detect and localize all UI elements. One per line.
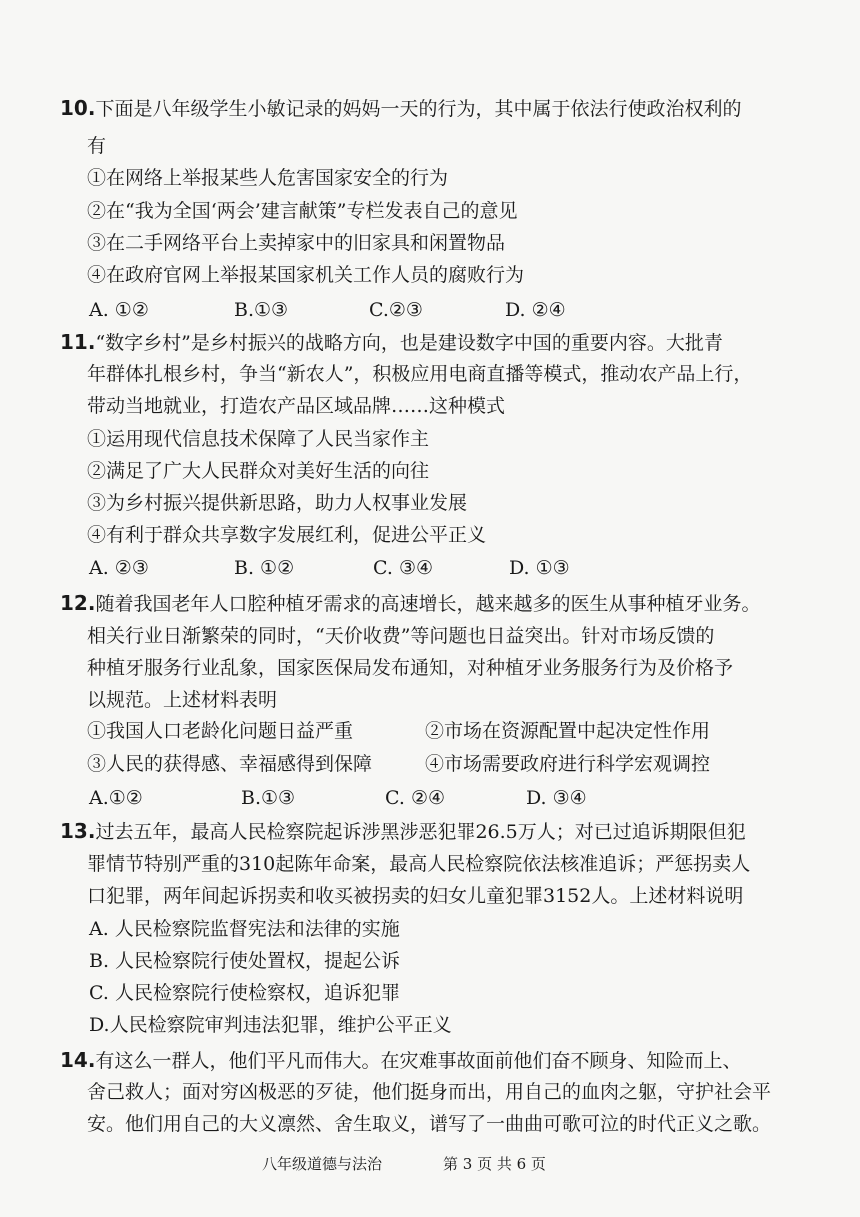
statement: ①在网络上举报某些人危害国家安全的行为: [87, 167, 449, 189]
question-14-line-3: 安。他们用自己的大义凛然、舍生取义，谱写了一曲曲可歌可泣的时代正义之歌。: [87, 1113, 772, 1135]
question-12-line-4: 以规范。上述材料表明: [87, 689, 278, 711]
statement: ④有利于群众共享数字发展红利，促进公平正义: [87, 524, 487, 546]
choice-d: D. ①③: [509, 557, 570, 579]
option-c: C. 人民检察院行使检察权，追诉犯罪: [89, 982, 400, 1004]
statement: ④在政府官网上举报某国家机关工作人员的腐败行为: [87, 264, 525, 286]
question-13-line-2: 罪情节特别严重的310起陈年命案，最高人民检察院依法核准追诉；严惩拐卖人: [87, 853, 751, 875]
question-number: 14.: [60, 1048, 96, 1072]
choice-a: A. ②③: [89, 557, 149, 579]
option-d: D.人民检察院审判违法犯罪，维护公平正义: [89, 1014, 452, 1036]
question-number: 13.: [60, 819, 96, 843]
question-12-line-2: 相关行业日渐繁荣的同时，“天价收费”等问题也日益突出。针对市场反馈的: [87, 625, 715, 647]
statement: ③为乡村振兴提供新思路，助力人权事业发展: [87, 492, 468, 514]
option-b: B. 人民检察院行使处置权，提起公诉: [89, 950, 401, 972]
choice-b: B.①③: [241, 787, 296, 809]
question-11-line-1: 11.“数字乡村”是乡村振兴的战略方向，也是建设数字中国的重要内容。大批青: [60, 330, 723, 354]
choice-a: A.①②: [89, 787, 143, 809]
question-13-line-1: 13.过去五年，最高人民检察院起诉涉黑涉恶犯罪26.5万人；对已过追诉期限但犯: [60, 819, 746, 843]
statement: ②满足了广大人民群众对美好生活的向往: [87, 460, 430, 482]
question-number: 10.: [60, 96, 96, 120]
question-12-line-1: 12.随着我国老年人口腔种植牙需求的高速增长，越来越多的医生从事种植牙业务。: [60, 591, 761, 615]
question-14-line-1: 14.有这么一群人，他们平凡而伟大。在灾难事故面前他们奋不顾身、知险而上、: [60, 1048, 742, 1072]
question-10-line-2: 有: [87, 135, 107, 157]
option-a: A. 人民检察院监督宪法和法律的实施: [89, 918, 400, 940]
choice-c: C. ③④: [373, 557, 434, 579]
statement: ②在“我为全国‘两会’建言献策”专栏发表自己的意见: [87, 200, 518, 222]
choice-c: C.②③: [369, 299, 423, 321]
statement: ①我国人口老龄化问题日益严重: [87, 720, 354, 742]
question-10-line-1: 10.下面是八年级学生小敏记录的妈妈一天的行为，其中属于依法行使政治权利的: [60, 96, 742, 120]
statement: ③人民的获得感、幸福感得到保障: [87, 753, 373, 775]
question-number: 11.: [60, 330, 96, 354]
statement: ③在二手网络平台上卖掉家中的旧家具和闲置物品: [87, 232, 506, 254]
choice-b: B. ①②: [234, 557, 295, 579]
choice-d: D. ③④: [526, 787, 587, 809]
question-14-line-2: 舍己救人；面对穷凶极恶的歹徒，他们挺身而出，用自己的血肉之躯，守护社会平: [87, 1081, 772, 1103]
choice-c: C. ②④: [385, 787, 446, 809]
statement: ④市场需要政府进行科学宏观调控: [425, 753, 711, 775]
question-11-line-3: 带动当地就业，打造农产品区域品牌……这种模式: [87, 395, 506, 417]
question-number: 12.: [60, 591, 96, 615]
question-11-line-2: 年群体扎根乡村，争当“新农人”，积极应用电商直播等模式，推动农产品上行，: [87, 363, 753, 385]
footer-page-number: 第 3 页 共 6 页: [443, 1155, 546, 1173]
choice-a: A. ①②: [89, 299, 149, 321]
footer-subject: 八年级道德与法治: [262, 1155, 383, 1173]
question-12-line-3: 种植牙服务行业乱象，国家医保局发布通知，对种植牙业务服务行为及价格予: [87, 657, 734, 679]
statement: ①运用现代信息技术保障了人民当家作主: [87, 428, 430, 450]
choice-b: B.①③: [234, 299, 289, 321]
question-13-line-3: 口犯罪，两年间起诉拐卖和收买被拐卖的妇女儿童犯罪3152人。上述材料说明: [87, 885, 744, 907]
statement: ②市场在资源配置中起决定性作用: [425, 720, 711, 742]
choice-d: D. ②④: [505, 299, 566, 321]
